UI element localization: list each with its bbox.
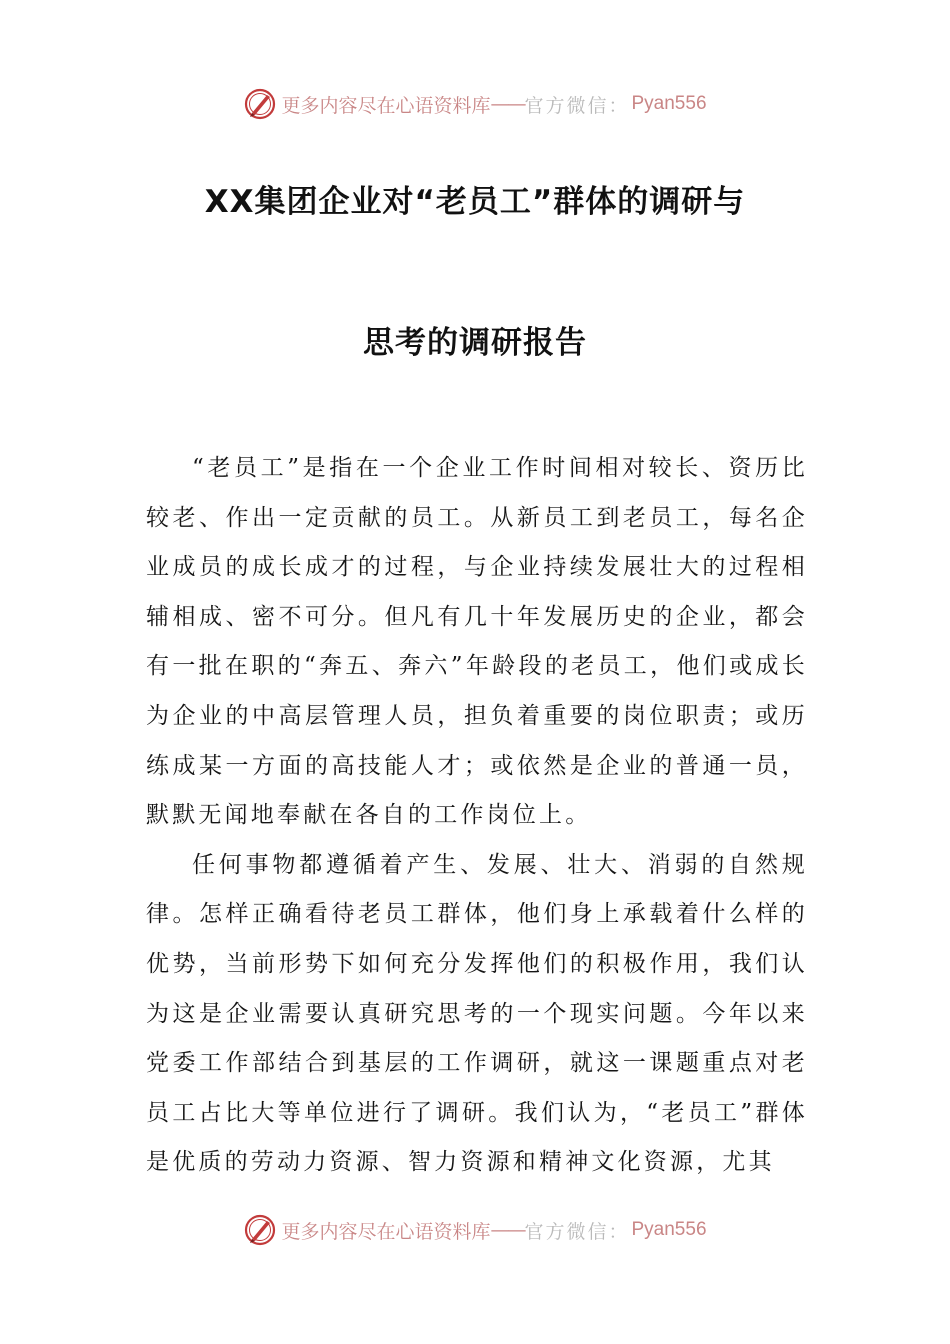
watermark-footer — [0, 1210, 950, 1250]
document-title-line-1: XX集团企业对“老员工”群体的调研与 — [204, 184, 746, 220]
document-body — [146, 444, 808, 1188]
watermark-text: 更多内容尽在心语资料库 — [281, 1220, 491, 1243]
watermark-wechat-label: 官方微信： — [524, 94, 630, 117]
watermark-dash: —— — [490, 93, 525, 115]
watermark-dash: —— — [490, 1219, 525, 1241]
watermark-wechat-id: Pyan556 — [631, 1219, 707, 1240]
watermark-wechat-label: 官方微信： — [524, 1220, 630, 1243]
paragraph-1: “老员工”是指在一个企业工作时间相对较长、资历比较老、作出一定贡献的员工。从新员工到老员工，每名企业成员的成长成才的过程，与企业持续发展壮大的过程相辅相成、密不可分。但凡有几十年发展历史的企业，都会有一批在职的“奔五、奔六”年龄段的老员工，他们或成长为企业的中高层管理人员，担负着重要的岗位职责；或历练成某一方面的高技能人才；或依然是企业的普通一员，默默无闻地奉献在各自的工作岗位上。 — [146, 455, 808, 829]
watermark-header — [0, 84, 950, 124]
document-title-line-2: 思考的调研报告 — [363, 325, 587, 361]
watermark-wechat-id: Pyan556 — [631, 93, 707, 114]
pen-seal-icon — [243, 87, 277, 121]
watermark-text: 更多内容尽在心语资料库 — [281, 94, 491, 117]
paragraph-2: 任何事物都遵循着产生、发展、壮大、消弱的自然规律。怎样正确看待老员工群体，他们身上承载着什么样的优势，当前形势下如何充分发挥他们的积极作用，我们认为这是企业需要认真研究思考的一个现实问题。今年以来党委工作部结合到基层的工作调研，就这一课题重点对老员工占比大等单位进行了调研。我们认为，“老员工”群体是优质的劳动力资源、智力资源和精神文化资源，尤其 — [146, 851, 808, 1176]
pen-seal-icon — [243, 1213, 277, 1247]
